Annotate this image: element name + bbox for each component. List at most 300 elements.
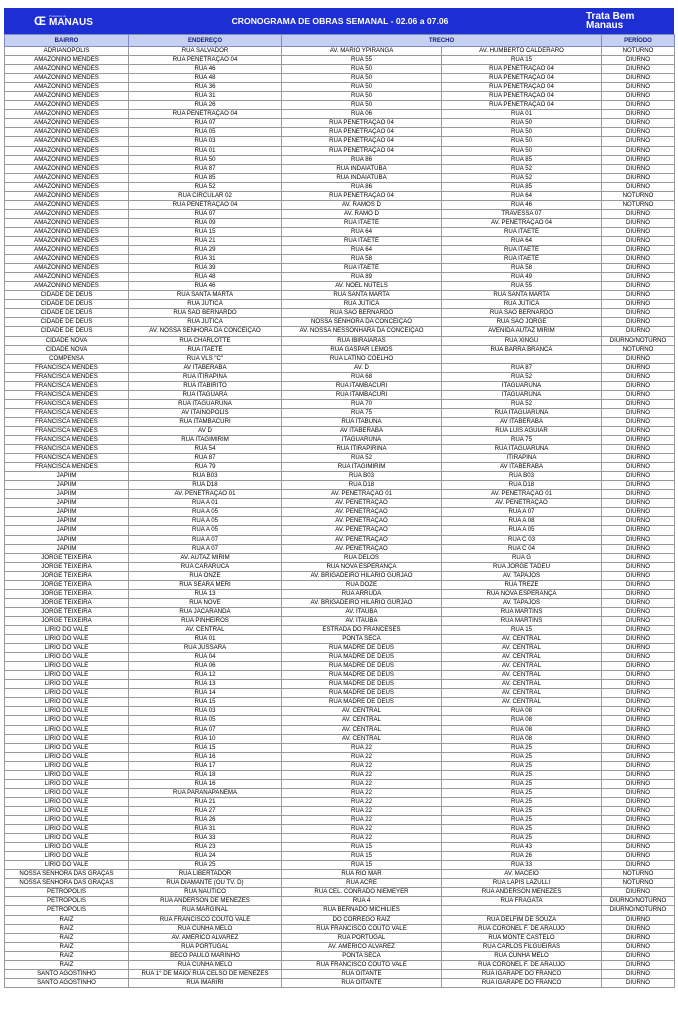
cell-bairro: AMAZONINO MENDES (5, 92, 129, 101)
cell-bairro: JAPIIM (5, 535, 129, 544)
cell-endereco: AV. PENETRAÇÃO 01 (129, 490, 282, 499)
cell-trecho-to: RUA C 04 (442, 544, 602, 553)
cell-endereco: RUA ITAMBACURI (129, 417, 282, 426)
cell-periodo: DIURNO (602, 562, 675, 571)
cell-endereco: RUA 04 (129, 653, 282, 662)
cell-trecho-from: RUA 75 (282, 408, 442, 417)
cell-bairro: RAIZ (5, 915, 129, 924)
table-row (5, 426, 675, 435)
cell-trecho-to: RUA ITAGUARUNA (442, 445, 602, 454)
cell-trecho-from: RUA 86 (282, 155, 442, 164)
cell-bairro: FRANCISCA MENDES (5, 399, 129, 408)
table-row (5, 716, 675, 725)
cell-trecho-from: AV. CENTRAL (282, 734, 442, 743)
cell-bairro: RAIZ (5, 951, 129, 960)
cell-periodo: DIURNO (602, 408, 675, 417)
cell-endereco: AV ITAINÓPOLIS (129, 408, 282, 417)
cell-bairro: FRANCISCA MENDES (5, 436, 129, 445)
cell-trecho-from: RUA 22 (282, 806, 442, 815)
cell-bairro: AMAZONINO MENDES (5, 83, 129, 92)
cell-periodo: DIURNO (602, 164, 675, 173)
cell-trecho-to: ITAGUARUNA (442, 381, 602, 390)
cell-trecho-from: AV. BRIGADEIRO HILÁRIO GURJÃO (282, 598, 442, 607)
cell-endereco: RUA 31 (129, 825, 282, 834)
cell-trecho-to: RUA 52 (442, 372, 602, 381)
cell-trecho-to: RUA 25 (442, 788, 602, 797)
table-row (5, 906, 675, 915)
cell-bairro: AMAZONINO MENDES (5, 227, 129, 236)
cell-endereco: RUA IMARIRI (129, 978, 282, 987)
cell-periodo: DIURNO/NOTURNO (602, 906, 675, 915)
cell-bairro: AMAZONINO MENDES (5, 65, 129, 74)
cell-trecho-from: RUA ITAETÊ (282, 264, 442, 273)
cell-trecho-from: RUA 52 (282, 454, 442, 463)
cell-trecho-from: AV. NOSSA NESSONHARA DA CONCEIÇÃO (282, 327, 442, 336)
cell-trecho-from: RUA 50 (282, 101, 442, 110)
cell-bairro: JORGE TEIXEIRA (5, 553, 129, 562)
cell-periodo: DIURNO (602, 173, 675, 182)
cell-endereco: RUA 06 (129, 662, 282, 671)
cell-bairro: AMAZONINO MENDES (5, 273, 129, 282)
table-row (5, 553, 675, 562)
cell-bairro: JAPIIM (5, 508, 129, 517)
cell-trecho-from: RUA PENETRAÇÃO 04 (282, 137, 442, 146)
table-row (5, 101, 675, 110)
cell-periodo: DIURNO (602, 788, 675, 797)
cell-periodo: DIURNO (602, 155, 675, 164)
schedule-table (4, 34, 675, 988)
table-row (5, 951, 675, 960)
cell-trecho-to: RUA SANTA MARTA (442, 291, 602, 300)
cell-endereco: RUA A 07 (129, 544, 282, 553)
cell-bairro: FRANCISCA MENDES (5, 363, 129, 372)
cell-endereco: RUA PENETRAÇÃO 04 (129, 56, 282, 65)
cell-periodo: DIURNO (602, 707, 675, 716)
cell-periodo: DIURNO (602, 843, 675, 852)
cell-bairro: AMAZONINO MENDES (5, 74, 129, 83)
table-row (5, 888, 675, 897)
cell-bairro: LÍRIO DO VALE (5, 761, 129, 770)
table-body (5, 47, 675, 988)
cell-trecho-to: RUA ITAGUARUNA (442, 408, 602, 417)
cell-periodo: DIURNO (602, 273, 675, 282)
cell-trecho-to: RUA 25 (442, 834, 602, 843)
table-row (5, 454, 675, 463)
cell-trecho-from: RUA DOZE (282, 580, 442, 589)
cell-trecho-to: RUA 33 (442, 861, 602, 870)
cell-periodo: DIURNO (602, 598, 675, 607)
cell-trecho-from: ESTRADA DO FRANCESES (282, 626, 442, 635)
cell-endereco: RUA 48 (129, 74, 282, 83)
cell-bairro: AMAZONINO MENDES (5, 209, 129, 218)
cell-periodo: DIURNO (602, 806, 675, 815)
cell-periodo: DIURNO (602, 852, 675, 861)
cell-endereco: RUA 48 (129, 273, 282, 282)
cell-trecho-to: RUA 08 (442, 734, 602, 743)
table-row (5, 146, 675, 155)
cell-trecho-from: RUA 89 (282, 273, 442, 282)
cell-periodo: DIURNO (602, 309, 675, 318)
cell-endereco: RUA 07 (129, 119, 282, 128)
cell-periodo: DIURNO (602, 246, 675, 255)
cell-trecho-from: RUA 55 (282, 56, 442, 65)
cell-bairro: LÍRIO DO VALE (5, 861, 129, 870)
cell-trecho-to: RUA A 05 (442, 526, 602, 535)
cell-trecho-to: RUA MARTINS (442, 616, 602, 625)
cell-bairro: LÍRIO DO VALE (5, 680, 129, 689)
cell-trecho-from: RUA B03 (282, 472, 442, 481)
cell-periodo: DIURNO (602, 445, 675, 454)
cell-trecho-to: ITIRAPINA (442, 454, 602, 463)
header-banner (4, 8, 674, 34)
cell-trecho-to: RUA IGARAPÉ DO FRANCO (442, 969, 602, 978)
table-row (5, 580, 675, 589)
cell-bairro: PETRÓPOLIS (5, 906, 129, 915)
table-row (5, 74, 675, 83)
cell-trecho-to: RUA PENETRAÇÃO 04 (442, 92, 602, 101)
cell-periodo: DIURNO (602, 454, 675, 463)
cell-trecho-from: RUA LATINO COELHO (282, 354, 442, 363)
cell-trecho-from: RUA MADRE DE DEUS (282, 680, 442, 689)
cell-trecho-from: AV. ITAÚBA (282, 616, 442, 625)
cell-endereco: RUA A 05 (129, 526, 282, 535)
cell-periodo: DIURNO (602, 680, 675, 689)
cell-trecho-to: ITAGUARUNA (442, 390, 602, 399)
cell-trecho-from: RUA OITANTE (282, 978, 442, 987)
cell-bairro: FRANCISCA MENDES (5, 408, 129, 417)
brand-mark-icon: Œ (34, 14, 45, 28)
table-row (5, 680, 675, 689)
cell-trecho-to: RUA D18 (442, 481, 602, 490)
cell-bairro: AMAZONINO MENDES (5, 182, 129, 191)
cell-bairro: JAPIIM (5, 490, 129, 499)
cell-bairro: LÍRIO DO VALE (5, 707, 129, 716)
table-row (5, 662, 675, 671)
cell-bairro: LÍRIO DO VALE (5, 671, 129, 680)
cell-trecho-from: RUA 22 (282, 788, 442, 797)
cell-periodo: DIURNO (602, 761, 675, 770)
cell-trecho-from: PONTA SECA (282, 635, 442, 644)
cell-trecho-from: AV. PENETRAÇÃO (282, 544, 442, 553)
cell-bairro: JAPIIM (5, 499, 129, 508)
cell-periodo: DIURNO (602, 255, 675, 264)
cell-trecho-to: RUA 64 (442, 191, 602, 200)
column-header-periodo: PERÍODO (602, 35, 675, 47)
cell-bairro: CIDADE NOVA (5, 345, 129, 354)
cell-endereco: RUA 54 (129, 445, 282, 454)
cell-periodo: DIURNO (602, 607, 675, 616)
cell-trecho-to: RUA ITAETÊ (442, 255, 602, 264)
cell-trecho-from: RUA INDAIATUBA (282, 173, 442, 182)
table-row (5, 571, 675, 580)
cell-periodo: DIURNO (602, 436, 675, 445)
cell-endereco: RUA 27 (129, 806, 282, 815)
table-row (5, 924, 675, 933)
table-row (5, 408, 675, 417)
table-row (5, 797, 675, 806)
cell-trecho-to: RUA 01 (442, 110, 602, 119)
cell-endereco: RUA 21 (129, 236, 282, 245)
cell-trecho-from: RUA 86 (282, 182, 442, 191)
cell-trecho-from: RUA MADRE DE DEUS (282, 671, 442, 680)
table-row (5, 843, 675, 852)
table-row (5, 463, 675, 472)
cell-periodo: DIURNO (602, 616, 675, 625)
table-row (5, 345, 675, 354)
table-row (5, 354, 675, 363)
table-row (5, 481, 675, 490)
table-row (5, 978, 675, 987)
cell-trecho-from: AV. PENETRAÇÃO 01 (282, 490, 442, 499)
cell-trecho-from: RUA IBIRAIARAS (282, 336, 442, 345)
cell-periodo: DIURNO (602, 544, 675, 553)
table-row (5, 933, 675, 942)
cell-bairro: LÍRIO DO VALE (5, 825, 129, 834)
table-row (5, 689, 675, 698)
table-header-row (5, 35, 675, 47)
cell-trecho-to: RUA B03 (442, 472, 602, 481)
cell-bairro: LÍRIO DO VALE (5, 779, 129, 788)
cell-bairro: JORGE TEIXEIRA (5, 598, 129, 607)
cell-periodo: DIURNO (602, 933, 675, 942)
cell-bairro: RAIZ (5, 933, 129, 942)
cell-periodo: DIURNO (602, 282, 675, 291)
cell-trecho-from: AV. CENTRAL (282, 707, 442, 716)
cell-trecho-from: AV. CENTRAL (282, 725, 442, 734)
cell-endereco: RUA 16 (129, 779, 282, 788)
cell-endereco: RUA A 07 (129, 535, 282, 544)
table-row (5, 589, 675, 598)
cell-endereco: RUA 13 (129, 680, 282, 689)
page (4, 0, 674, 988)
cell-periodo: DIURNO (602, 743, 675, 752)
table-row (5, 92, 675, 101)
cell-trecho-to: RUA ITAETÊ (442, 227, 602, 236)
table-row (5, 788, 675, 797)
cell-trecho-from: AV. AMÉRICO ALVAREZ (282, 942, 442, 951)
cell-periodo: DIURNO (602, 951, 675, 960)
cell-bairro: FRANCISCA MENDES (5, 426, 129, 435)
cell-bairro: NOSSA SENHORA DAS GRAÇAS (5, 870, 129, 879)
cell-endereco: RUA SANTA MARTA (129, 291, 282, 300)
cell-periodo: DIURNO/NOTURNO (602, 336, 675, 345)
cell-endereco: RUA JUSSARA (129, 644, 282, 653)
prefeitura-logo (4, 14, 116, 28)
cell-endereco: RUA LIBERTADOR (129, 870, 282, 879)
cell-trecho-from: RUA 22 (282, 815, 442, 824)
cell-bairro: LÍRIO DO VALE (5, 843, 129, 852)
cell-endereco: RUA 36 (129, 83, 282, 92)
cell-trecho-from: RUA ACRE (282, 879, 442, 888)
cell-bairro: FRANCISCA MENDES (5, 445, 129, 454)
table-row (5, 644, 675, 653)
cell-trecho-from: RUA MADRE DE DEUS (282, 698, 442, 707)
table-row (5, 282, 675, 291)
cell-endereco: RUA 79 (129, 463, 282, 472)
cell-periodo: DIURNO (602, 960, 675, 969)
cell-trecho-from: AV. PENETRAÇÃO (282, 535, 442, 544)
cell-bairro: AMAZONINO MENDES (5, 246, 129, 255)
cell-trecho-to: RUA 26 (442, 852, 602, 861)
table-row (5, 372, 675, 381)
cell-endereco: RUA 52 (129, 182, 282, 191)
cell-periodo: DIURNO (602, 508, 675, 517)
cell-trecho-to: RUA 25 (442, 806, 602, 815)
cell-trecho-from: RUA 70 (282, 399, 442, 408)
table-row (5, 218, 675, 227)
cell-trecho-from: AV. D (282, 363, 442, 372)
cell-periodo: DIURNO (602, 689, 675, 698)
cell-bairro: CIDADE NOVA (5, 336, 129, 345)
cell-trecho-to: RUA LUÍS AGUIAR (442, 426, 602, 435)
cell-periodo: DIURNO (602, 942, 675, 951)
table-row (5, 969, 675, 978)
cell-endereco: RUA 07 (129, 725, 282, 734)
cell-periodo: DIURNO (602, 725, 675, 734)
cell-endereco: RUA CARARUCÁ (129, 562, 282, 571)
cell-trecho-to (442, 906, 602, 915)
cell-trecho-from: RUA 22 (282, 770, 442, 779)
cell-bairro: AMAZONINO MENDES (5, 56, 129, 65)
cell-endereco: RUA 25 (129, 861, 282, 870)
cell-trecho-from: NOSSA SENHORA DA CONCEIÇÃO (282, 318, 442, 327)
table-row (5, 806, 675, 815)
cell-bairro: JAPIIM (5, 526, 129, 535)
table-row (5, 381, 675, 390)
table-row (5, 870, 675, 879)
cell-periodo: DIURNO (602, 92, 675, 101)
table-row (5, 852, 675, 861)
table-row (5, 110, 675, 119)
cell-trecho-from: RUA PORTUGAL (282, 933, 442, 942)
cell-bairro: JORGE TEIXEIRA (5, 571, 129, 580)
cell-bairro: LÍRIO DO VALE (5, 734, 129, 743)
cell-bairro: FRANCISCA MENDES (5, 390, 129, 399)
cell-trecho-to: RUA 85 (442, 182, 602, 191)
cell-periodo: DIURNO (602, 318, 675, 327)
cell-trecho-to: AV. PENETRAÇÃO 04 (442, 218, 602, 227)
table-row (5, 815, 675, 824)
cell-endereco: RUA 14 (129, 689, 282, 698)
cell-bairro: LÍRIO DO VALE (5, 644, 129, 653)
cell-bairro: AMAZONINO MENDES (5, 101, 129, 110)
cell-trecho-to: RUA 25 (442, 761, 602, 770)
table-row (5, 318, 675, 327)
cell-trecho-to: RUA 52 (442, 173, 602, 182)
cell-periodo: DIURNO (602, 381, 675, 390)
cell-trecho-from: AV. NOEL NUTELS (282, 282, 442, 291)
cell-endereco: RUA JACARANDÁ (129, 607, 282, 616)
table-row (5, 698, 675, 707)
cell-trecho-from: AV. PENETRAÇÃO (282, 526, 442, 535)
cell-endereco: RUA A 01 (129, 499, 282, 508)
cell-trecho-to: RUA CUNHA MELO (442, 951, 602, 960)
cell-trecho-from: RUA 22 (282, 761, 442, 770)
cell-bairro: AMAZONINO MENDES (5, 146, 129, 155)
cell-endereco: RUA PORTUGAL (129, 942, 282, 951)
cell-endereco: RUA 39 (129, 264, 282, 273)
cell-endereco: RUA 13 (129, 589, 282, 598)
cell-periodo: DIURNO (602, 825, 675, 834)
cell-periodo: DIURNO (602, 635, 675, 644)
cell-trecho-to: RUA 50 (442, 128, 602, 137)
cell-trecho-from: PONTA SECA (282, 951, 442, 960)
cell-trecho-to: RUA 25 (442, 779, 602, 788)
cell-endereco: RUA 23 (129, 843, 282, 852)
cell-trecho-from: RUA 58 (282, 255, 442, 264)
table-row (5, 119, 675, 128)
cell-trecho-to: AV. TAPAJÓS (442, 571, 602, 580)
cell-endereco: RUA 03 (129, 707, 282, 716)
cell-endereco: AV. NOSSA SENHORA DA CONCEIÇÃO (129, 327, 282, 336)
cell-trecho-to: RUA ANDERSON MENEZES (442, 888, 602, 897)
cell-trecho-to: RUA JUTICÁ (442, 300, 602, 309)
cell-endereco: RUA SÃO BERNARDO (129, 309, 282, 318)
cell-trecho-from: RUA ARRUDA (282, 589, 442, 598)
cell-bairro: LÍRIO DO VALE (5, 626, 129, 635)
cell-periodo: DIURNO (602, 74, 675, 83)
cell-periodo: DIURNO (602, 888, 675, 897)
cell-endereco: RUA SEARA MERI (129, 580, 282, 589)
cell-trecho-from: RUA GASPAR LEMOS (282, 345, 442, 354)
cell-trecho-from: RUA 22 (282, 797, 442, 806)
cell-trecho-from: RUA ITIRAPIRINA (282, 445, 442, 454)
cell-trecho-from: RUA 22 (282, 825, 442, 834)
cell-trecho-to: RUA PENETRAÇÃO 04 (442, 101, 602, 110)
cell-endereco: RUA 85 (129, 173, 282, 182)
cell-endereco: AV. AUTAZ MIRIM (129, 553, 282, 562)
cell-bairro: LÍRIO DO VALE (5, 635, 129, 644)
cell-periodo: DIURNO (602, 363, 675, 372)
cell-periodo: DIURNO (602, 644, 675, 653)
cell-bairro: LÍRIO DO VALE (5, 662, 129, 671)
cell-trecho-to: RUA A 07 (442, 508, 602, 517)
table-row (5, 734, 675, 743)
cell-bairro: JORGE TEIXEIRA (5, 607, 129, 616)
cell-bairro: RAIZ (5, 924, 129, 933)
table-row (5, 879, 675, 888)
cell-periodo: DIURNO (602, 300, 675, 309)
cell-endereco: RUA 01 (129, 635, 282, 644)
cell-bairro: ADRIANÓPOLIS (5, 47, 129, 56)
cell-endereco: RUA PENETRAÇÃO 04 (129, 200, 282, 209)
cell-periodo: DIURNO (602, 499, 675, 508)
cell-endereco: RUA JUTICÁ (129, 300, 282, 309)
cell-trecho-from: RUA ITAETÊ (282, 218, 442, 227)
cell-periodo: NOTURNO (602, 879, 675, 888)
cell-periodo: DIURNO (602, 924, 675, 933)
cell-periodo: DIURNO (602, 490, 675, 499)
cell-bairro: LÍRIO DO VALE (5, 834, 129, 843)
cell-periodo: DIURNO (602, 101, 675, 110)
cell-bairro: LÍRIO DO VALE (5, 788, 129, 797)
cell-trecho-to: RUA 15 (442, 626, 602, 635)
cell-endereco: RUA 24 (129, 852, 282, 861)
cell-trecho-from: ITAGUARUNA (282, 436, 442, 445)
cell-bairro: JORGE TEIXEIRA (5, 562, 129, 571)
cell-trecho-to: RUA 08 (442, 716, 602, 725)
cell-trecho-to: RUA 64 (442, 236, 602, 245)
table-row (5, 472, 675, 481)
cell-endereco: RUA A 05 (129, 508, 282, 517)
cell-periodo: DIURNO (602, 472, 675, 481)
cell-trecho-to: RUA PENETRAÇÃO 04 (442, 74, 602, 83)
cell-periodo: DIURNO (602, 146, 675, 155)
table-row (5, 336, 675, 345)
table-row (5, 137, 675, 146)
table-row (5, 653, 675, 662)
cell-endereco: RUA ITIRAPINA (129, 372, 282, 381)
